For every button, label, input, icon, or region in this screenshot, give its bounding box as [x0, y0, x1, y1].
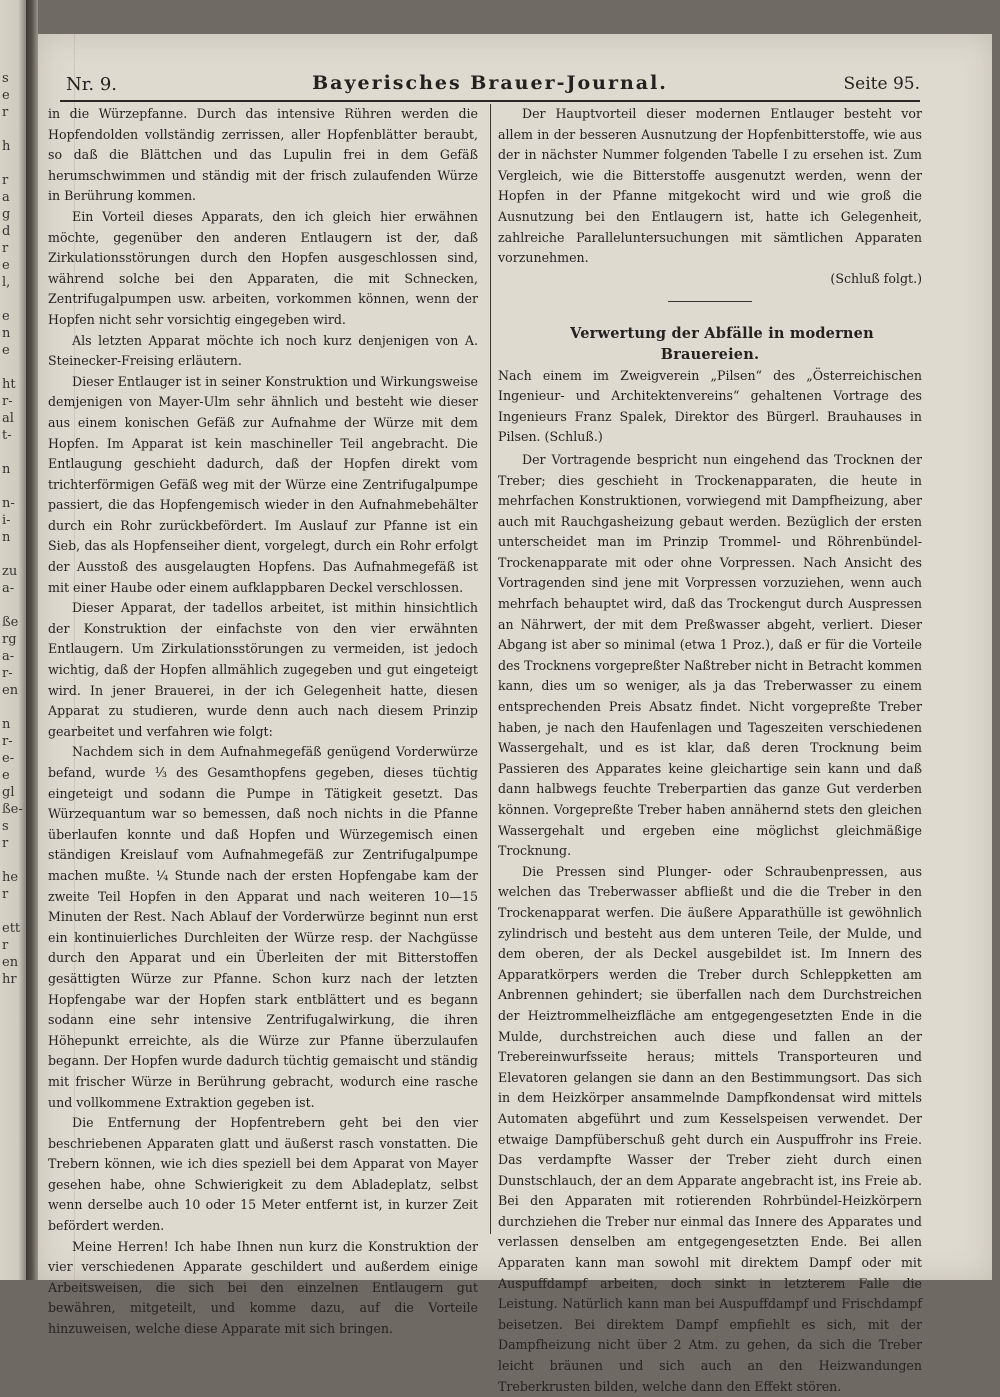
previous-page-fragment: [0, 597, 26, 614]
previous-page-fragment: hr: [2, 972, 17, 987]
previous-page-fragment: a-: [2, 581, 15, 596]
previous-page-fragment: ett: [2, 921, 21, 936]
paragraph: Nachdem sich in dem Aufnahmegefäß genügend Vorderwürze befand, wurde ⅓ des Gesamthopfens gegeben, dieses tüchtig eingeteigt und sodann die Pumpe in Tätigkeit gesetzt. Das Würzequantum war so bemessen, daß noch nichts in die Pfanne überlaufen konnte und daß Hopfen und Würzegemisch einen ständigen Kreislauf vom Aufnahmegefäß zur Zentrifugalpumpe machen mußte. ¼ Stunde nach der ersten Hopfengabe kam der zweite Teil Hopfen in den Apparat und nach weiteren 10—15 Minuten der Rest. Nach Ablauf der Vorderwürze beginnt nun erst ein kontinuierliches Durchleiten der Würze resp. der Nachgüsse durch den Apparat und ein Überleiten der mit Bitterstoffen gesättigten Würze zur Pfanne. Schon kurz nach der letzten Hopfengabe war der Hopfen stark entblättert und es begann sodann eine sehr intensive Zentrifugalwirkung, die ihren Höhepunkt erreichte, als die Würze zur Pfanne überzulaufen begann. Der Hopfen wurde dadurch tüchtig gemaischt und ständig mit frischer Würze in Berührung gebracht, wodurch eine rasche und vollkommene Extraktion gegeben ist.: [48, 744, 478, 1110]
paragraph: Als letzten Apparat möchte ich noch kurz denjenigen von A. Steinecker-Freising erläutern.: [48, 332, 478, 369]
previous-page-fragment: n: [2, 717, 11, 732]
column-divider: [490, 104, 491, 1234]
previous-page-fragment: a-: [2, 649, 15, 664]
previous-page-fragment: r: [2, 887, 9, 902]
previous-page-fragment: en: [2, 955, 19, 970]
previous-page-fragment: e: [2, 258, 10, 273]
previous-page-fragment: [0, 852, 26, 869]
previous-page-fragment: a: [2, 190, 10, 205]
previous-page-fragment: s: [2, 71, 9, 86]
previous-page-fragment: ße: [2, 615, 19, 630]
header-rule: [60, 100, 920, 102]
previous-page-fragment: r-: [2, 394, 13, 409]
previous-page-fragment: e: [2, 343, 10, 358]
binding-gutter: [26, 0, 38, 1280]
previous-page-fragment: n: [2, 462, 11, 477]
previous-page-fragment: [0, 359, 26, 376]
previous-page-fragment: h: [2, 139, 11, 154]
previous-page-fragment: e-: [2, 751, 15, 766]
article2-title: Verwertung der Abfälle in modernen Brauereien.: [570, 325, 874, 363]
paragraph: Der Vortragende bespricht nun eingehend das Trocknen der Treber; dies geschieht in Trockenapparaten, die heute in mehrfachen Konstruktionen, vorwiegend mit Dampfheizung, aber auch mit Rauchgasheizung gebaut werden. Bezüglich der ersten unterscheidet man im Prinzip Trommel- und Röhrenbündel-Trockenapparate mit oder ohne Vorpressen. Nach Ansicht des Vortragenden sind jene mit Vorpressen vorzuziehen, wenn auch mehrfach behauptet wird, daß das Trockengut durch Auspressen an Nährwert, der mit dem Preßwasser abgeht, verliert. Dieser Abgang ist aber so minimal (etwa 1 Proz.), daß er für die Vorteile des Trocknens vorgepreßter Naßtreber nicht in Betracht kommen kann, dies um so weniger, als ja das Treberwasser zu einem entsprechenden Preis Absatz findet. Nicht vorgepreßte Treber haben, je nach den Haufenlagen und Tageszeiten verschiedenen Wassergehalt, und es ist klar, daß deren Trocknung beim Passieren des Apparates keine gleichartige sein kann und daß dann halbwegs feuchte Treberpartien das ganze Gut verderben können. Vorgepreßte Treber haben annähernd stets den gleichen Wassergehalt und ergeben eine möglichst gleichmäßige Trocknung.: [498, 451, 922, 859]
previous-page-fragment: zu: [2, 564, 18, 579]
previous-page-fragment: n: [2, 530, 11, 545]
previous-page-fragment: d: [2, 224, 11, 239]
journal-title: Bayerisches Brauer-Journal.: [312, 72, 668, 94]
previous-page-fragment: ße-: [2, 802, 23, 817]
previous-page-fragment: [0, 291, 26, 308]
page-number: Seite 95.: [843, 74, 920, 94]
paragraph: Die Entfernung der Hopfentrebern geht bei den vier beschriebenen Apparaten glatt und äußerst rasch vonstatten. Die Trebern können, wie ich dies speziell bei dem Apparat von Mayer gesehen habe, ohne Schwierigkeit zu dem Abladeplatz, selbst wenn derselbe auch 10 oder 15 Meter entfernt ist, in kurzer Zeit befördert werden.: [48, 1115, 478, 1234]
previous-page-fragment: [0, 699, 26, 716]
previous-page-fragment: r-: [2, 666, 13, 681]
paragraph: Dieser Apparat, der tadellos arbeitet, ist mithin hinsichtlich der Konstruktion der einfachste von den vier erwähnten Entlaugern. Um Zirkulationsstörungen zu vermeiden, ist jedoch wichtig, daß der Hopfen allmählich zugegeben und gut eingeteigt wird. In jener Brauerei, in der ich Gelegenheit hatte, diesen Apparat zu studieren, wurde denn auch nach diesem Prinzip gearbeitet und verfahren wie folgt:: [48, 600, 478, 739]
previous-page-fragment: he: [2, 870, 19, 885]
previous-page-fragment: r: [2, 173, 9, 188]
previous-page-fragment: [0, 478, 26, 495]
previous-page-fragment: r: [2, 938, 9, 953]
article2-intro: Nach einem im Zweigverein „Pilsen“ des „Österreichischen Ingenieur- und Architektenvereins“ gehaltenen Vortrage des Ingenieurs Franz Spalek, Direktor des Bürgerl. Brauhauses in Pilsen. (Schluß.): [498, 367, 922, 445]
previous-page-fragment: [0, 903, 26, 920]
previous-page-fragment: r: [2, 105, 9, 120]
paragraph: in die Würzepfanne. Durch das intensive Rühren werden die Hopfendolden vollständig zerrissen, aller Hopfenblätter beraubt, so daß die Blättchen und das Lupulin frei in dem Gefäß herumschwimmen und ständig mit der frisch zulaufenden Würze in Berührung kommen.: [48, 106, 478, 204]
paragraph: Ein Vorteil dieses Apparats, den ich gleich hier erwähnen möchte, gegenüber den anderen Entlaugern ist der, daß Zirkulationsstörungen durch den Hopfen ausgeschlossen sind, während solche bei den Apparaten, die mit Schnecken, Zentrifugalpumpen usw. arbeiten, vorkommen können, wenn der Hopfen nicht sehr vorsichtig eingegeben wird.: [48, 208, 478, 327]
paragraph: Der Hauptvorteil dieser modernen Entlauger besteht vor allem in der besseren Ausnutzung der Hopfenbitterstoffe, wie aus der in nächster Nummer folgenden Tabelle I zu ersehen ist. Zum Vergleich, wie die Bitterstoffe ausgenutzt werden, wenn der Hopfen in der Pfanne mitgekocht wird und wie groß die Ausnutzung bei den Entlaugern ist, hatte ich Gelegenheit, zahlreiche Paralleluntersuchungen mit sämtlichen Apparaten vorzunehmen.: [498, 106, 922, 266]
article2-body: [498, 450, 922, 1397]
previous-page-fragment: [0, 121, 26, 138]
previous-page-fragment: rg: [2, 632, 17, 647]
previous-page-fragment: l,: [2, 275, 11, 290]
paragraph: Die Pressen sind Plunger- oder Schraubenpressen, aus welchen das Treberwasser abfließt und die die Treber in den Trockenapparat werfen. Die äußere Apparathülle ist gewöhnlich zylindrisch und besteht aus dem unteren Teile, der Mulde, und dem oberen, der als Deckel ausgebildet ist. Im Innern des Apparatkörpers werden die Treber durch Schleppketten am Anbrennen gehindert; sie überfallen nach dem Durchstreichen der Heiztrommelheizfläche am entgegengesetzten Ende in die Mulde, durchstreichen auch diese und fallen an der Trebereinwurfsseite heraus; mittels Transporteuren und Elevatoren gelangen sie dann an den Bestimmungsort. Das sich in dem Heizkörper ansammelnde Dampfkondensat wird mittels Automaten abgeführt und zum Kesselspeisen verwendet. Der etwaige Dampfüberschuß geht durch ein Auspuffrohr ins Freie. Das verdampfte Wasser der Treber zieht durch einen Dunstschlauch, der an dem Apparate angebracht ist, ins Freie ab. Bei den Apparaten mit rotierenden Rohrbündel-Heizkörpern durchziehen die Treber nur einmal das Innere des Apparates und verlassen denselben am entgegengesetzten Ende. Bei allen Apparaten kann man sowohl mit direktem Dampf oder mit Auspuffdampf arbeiten, doch sinkt in letzterem Falle die Leistung. Natürlich kann man bei Auspuffdampf und Frischdampf beisetzen. Bei direktem Dampf empfiehlt es sich, mit der Dampfheizung nicht über 2 Atm. zu gehen, da sich die Treber leicht bräunen und sich auch an den Heizwandungen Treberkrusten bilden, welche dann den Effekt stören.: [498, 863, 922, 1394]
right-column: [498, 104, 922, 1397]
previous-page-fragment: en: [2, 683, 19, 698]
previous-page-fragment: [0, 546, 26, 563]
previous-page-fragment: [0, 444, 26, 461]
previous-page-edge: [0, 0, 26, 1280]
previous-page-fragment: e: [2, 88, 10, 103]
previous-page-fragment: n: [2, 326, 11, 341]
previous-page-fragment: i-: [2, 513, 11, 528]
previous-page-fragment: al: [2, 411, 14, 426]
previous-page-fragment: [0, 155, 26, 172]
previous-page-fragment: t-: [2, 428, 12, 443]
journal-page: [38, 34, 992, 1394]
previous-page-fragment: e: [2, 768, 10, 783]
left-column: [48, 104, 478, 1340]
article-separator: [668, 301, 752, 302]
continuation-note: (Schluß folgt.): [830, 270, 922, 286]
previous-page-fragment: s: [2, 819, 9, 834]
previous-page-fragment: r: [2, 836, 9, 851]
previous-page-fragment: n-: [2, 496, 15, 511]
paragraph: Dieser Entlauger ist in seiner Konstruktion und Wirkungsweise demjenigen von Mayer-Ulm sehr ähnlich und besteht wie dieser aus einem konischen Gefäß zur Aufnahme der Würze mit dem Hopfen. Im Apparat ist kein maschineller Teil angebracht. Die Entlaugung geschieht dadurch, daß der Hopfen direkt vom trichterförmigen Gefäß weg mit der Würze eine Zentrifugalpumpe passiert, die das Hopfengemisch wieder in den Aufnahmebehälter durch ein Rohr zurückbefördert. Im Auslauf zur Pfanne ist ein Sieb, das als Hopfenseiher dient, vorgelegt, durch ein Rohr erfolgt der Ausstoß des ausgelaugten Hopfens. Das Aufnahmegefäß ist mit einer Haube oder einem aufklappbaren Deckel verschlossen.: [48, 373, 478, 595]
previous-page-fragment: e: [2, 309, 10, 324]
paragraph: Meine Herren! Ich habe Ihnen nun kurz die Konstruktion der vier verschiedenen Apparate geschildert und außerdem einige Arbeitsweisen, die sich bei den einzelnen Entlaugern gut bewähren, mitgeteilt, und komme dazu, auf die Vorteile hinzuweisen, welche diese Apparate mit sich bringen.: [48, 1238, 478, 1337]
article1-conclusion: [498, 104, 922, 269]
previous-page-fragment: gl: [2, 785, 15, 800]
previous-page-fragment: ht: [2, 377, 16, 392]
previous-page-fragment: g: [2, 207, 11, 222]
issue-number: Nr. 9.: [66, 74, 117, 95]
previous-page-fragment: r: [2, 241, 9, 256]
previous-page-fragment: r-: [2, 734, 13, 749]
